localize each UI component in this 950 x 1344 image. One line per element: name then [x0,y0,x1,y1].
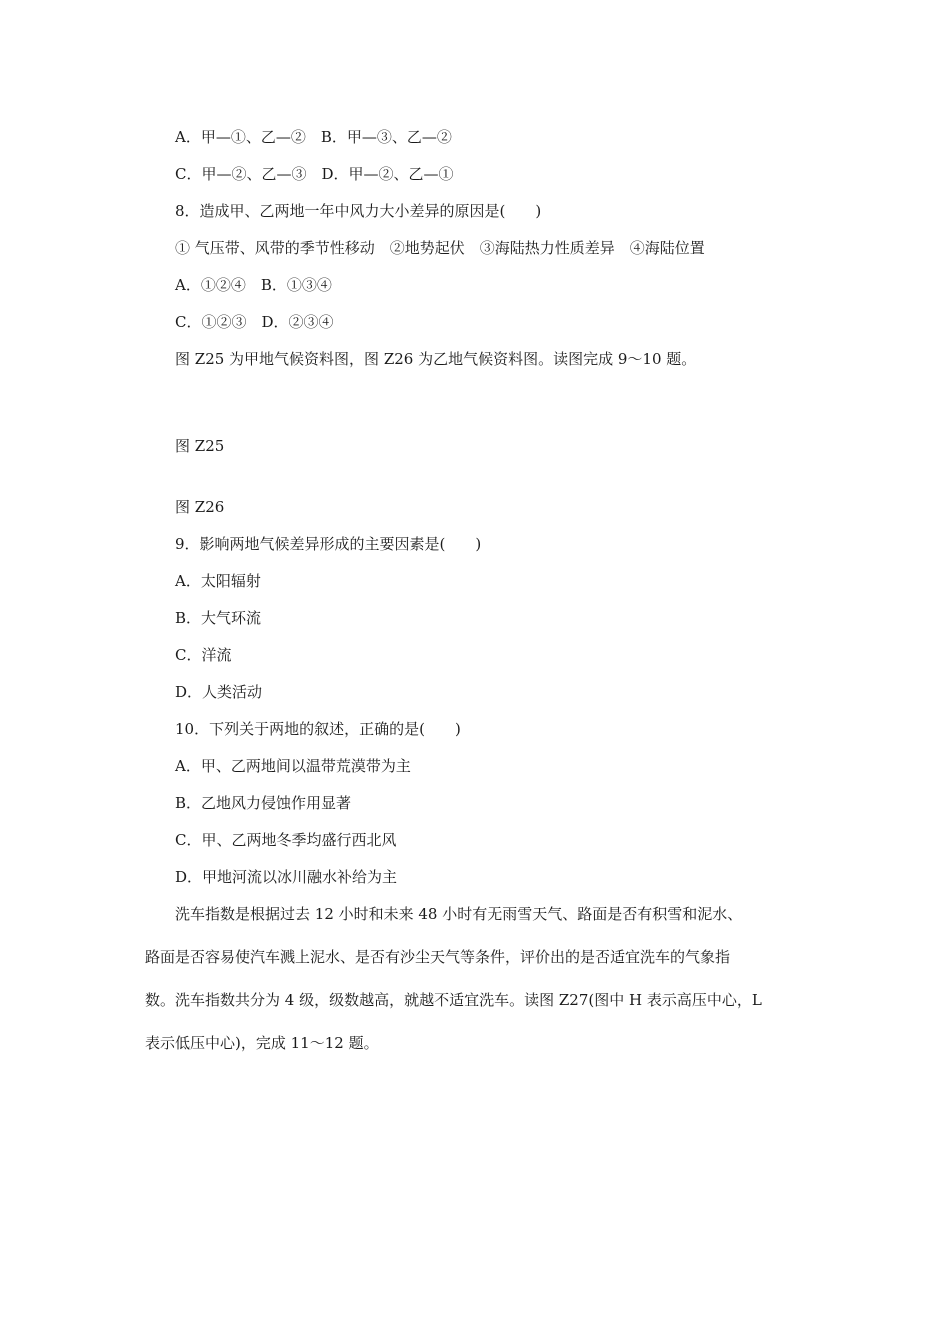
paragraph-line: 数。洗车指数共分为 4 级，级数越高，就越不适宜洗车。读图 Z27(图中 H 表示高压中心，L [145,991,762,1009]
figure-intro: 图 Z25 为甲地气候资料图，图 Z26 为乙地气候资料图。读图完成 9～10 题。 [175,350,697,368]
q9-stem: 9．影响两地气候差异形成的主要因素是( ) [175,535,482,553]
q10-stem: 10．下列关于两地的叙述，正确的是( ) [175,720,461,738]
q7-options-cd: C．甲—②、乙—③ D．甲—②、乙—① [175,165,454,183]
q7-options-ab: A．甲—①、乙—② B．甲—③、乙—② [175,128,452,146]
paragraph-line: 表示低压中心)，完成 11～12 题。 [145,1034,379,1052]
q8-options-cd: C．①②③ D．②③④ [175,313,334,331]
q8-options-ab: A．①②④ B．①③④ [175,276,332,294]
figure-z26-caption: 图 Z26 [175,498,225,516]
q8-factors: ① 气压带、风带的季节性移动 ②地势起伏 ③海陆热力性质差异 ④海陆位置 [175,239,705,257]
q9-option-d: D．人类活动 [175,683,263,701]
figure-z25-caption: 图 Z25 [175,437,225,455]
q9-option-a: A．太阳辐射 [175,572,261,590]
paragraph-line: 洗车指数是根据过去 12 小时和未来 48 小时有无雨雪天气、路面是否有积雪和泥水、 [145,905,743,923]
q10-option-b: B．乙地风力侵蚀作用显著 [175,794,352,812]
q10-option-d: D．甲地河流以冰川融水补给为主 [175,868,398,886]
paragraph-line: 路面是否容易使汽车溅上泥水、是否有沙尘天气等条件，评价出的是否适宜洗车的气象指 [145,948,731,966]
q9-option-b: B．大气环流 [175,609,262,627]
q10-option-c: C．甲、乙两地冬季均盛行西北风 [175,831,397,849]
q8-stem: 8．造成甲、乙两地一年中风力大小差异的原因是( ) [175,202,542,220]
q10-option-a: A．甲、乙两地间以温带荒漠带为主 [175,757,411,775]
q9-option-c: C．洋流 [175,646,232,664]
